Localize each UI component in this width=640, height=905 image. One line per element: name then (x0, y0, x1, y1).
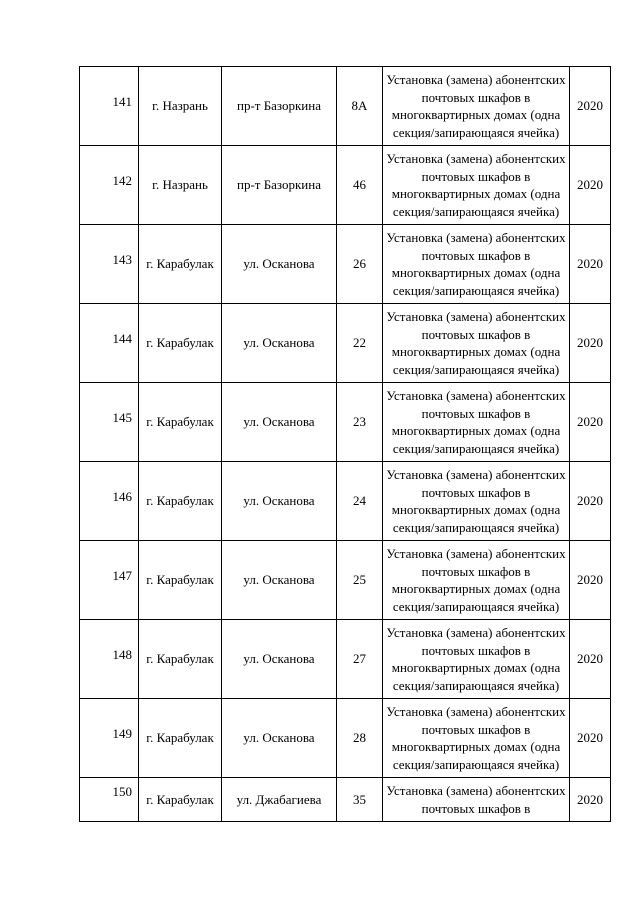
row-number: 146 (80, 462, 139, 541)
row-number: 141 (80, 67, 139, 146)
city-cell: г. Карабулак (139, 462, 222, 541)
work-description-cell: Установка (замена) абонентских почтовых шкафов в многоквартирных домах (одна секция/запирающаяся ячейка) (383, 620, 570, 699)
work-description-cell: Установка (замена) абонентских почтовых шкафов в многоквартирных домах (одна секция/запирающаяся ячейка) (383, 67, 570, 146)
year-cell: 2020 (570, 304, 611, 383)
street-cell: ул. Осканова (222, 304, 337, 383)
year-cell: 2020 (570, 699, 611, 778)
street-cell: пр-т Базоркина (222, 67, 337, 146)
work-description-cell: Установка (замена) абонентских почтовых шкафов в многоквартирных домах (одна секция/запирающаяся ячейка) (383, 146, 570, 225)
street-cell: ул. Осканова (222, 462, 337, 541)
street-cell: ул. Осканова (222, 541, 337, 620)
row-number: 142 (80, 146, 139, 225)
house-number-cell: 27 (337, 620, 383, 699)
city-cell: г. Карабулак (139, 778, 222, 822)
house-number-cell: 26 (337, 225, 383, 304)
table-row (80, 778, 611, 822)
work-description-cell: Установка (замена) абонентских почтовых шкафов в многоквартирных домах (одна секция/запирающаяся ячейка) (383, 225, 570, 304)
street-cell: ул. Осканова (222, 225, 337, 304)
table-row (80, 541, 611, 620)
year-cell: 2020 (570, 67, 611, 146)
table-row (80, 304, 611, 383)
street-cell: ул. Осканова (222, 383, 337, 462)
row-number: 148 (80, 620, 139, 699)
city-cell: г. Назрань (139, 67, 222, 146)
row-number: 150 (80, 778, 139, 822)
year-cell: 2020 (570, 383, 611, 462)
row-number: 144 (80, 304, 139, 383)
house-number-cell: 23 (337, 383, 383, 462)
house-number-cell: 22 (337, 304, 383, 383)
city-cell: г. Назрань (139, 146, 222, 225)
work-description-cell: Установка (замена) абонентских почтовых шкафов в многоквартирных домах (одна секция/запирающаяся ячейка) (383, 383, 570, 462)
city-cell: г. Карабулак (139, 383, 222, 462)
table-body (80, 67, 611, 822)
work-description-cell: Установка (замена) абонентских почтовых шкафов в (383, 778, 570, 822)
work-description-cell: Установка (замена) абонентских почтовых шкафов в многоквартирных домах (одна секция/запирающаяся ячейка) (383, 304, 570, 383)
work-description-cell: Установка (замена) абонентских почтовых шкафов в многоквартирных домах (одна секция/запирающаяся ячейка) (383, 541, 570, 620)
city-cell: г. Карабулак (139, 699, 222, 778)
city-cell: г. Карабулак (139, 304, 222, 383)
house-number-cell: 25 (337, 541, 383, 620)
table-row (80, 225, 611, 304)
row-number: 143 (80, 225, 139, 304)
street-cell: ул. Осканова (222, 620, 337, 699)
row-number: 147 (80, 541, 139, 620)
table-row (80, 383, 611, 462)
row-number: 145 (80, 383, 139, 462)
table-row (80, 699, 611, 778)
work-description-cell: Установка (замена) абонентских почтовых шкафов в многоквартирных домах (одна секция/запирающаяся ячейка) (383, 462, 570, 541)
house-number-cell: 8А (337, 67, 383, 146)
city-cell: г. Карабулак (139, 620, 222, 699)
street-cell: ул. Осканова (222, 699, 337, 778)
row-number: 149 (80, 699, 139, 778)
year-cell: 2020 (570, 462, 611, 541)
year-cell: 2020 (570, 225, 611, 304)
table-row (80, 67, 611, 146)
house-number-cell: 28 (337, 699, 383, 778)
city-cell: г. Карабулак (139, 225, 222, 304)
year-cell: 2020 (570, 541, 611, 620)
table-row (80, 462, 611, 541)
housing-works-table (79, 66, 611, 822)
city-cell: г. Карабулак (139, 541, 222, 620)
year-cell: 2020 (570, 778, 611, 822)
year-cell: 2020 (570, 146, 611, 225)
year-cell: 2020 (570, 620, 611, 699)
house-number-cell: 24 (337, 462, 383, 541)
table-row (80, 146, 611, 225)
house-number-cell: 35 (337, 778, 383, 822)
street-cell: пр-т Базоркина (222, 146, 337, 225)
house-number-cell: 46 (337, 146, 383, 225)
street-cell: ул. Джабагиева (222, 778, 337, 822)
table-row (80, 620, 611, 699)
work-description-cell: Установка (замена) абонентских почтовых шкафов в многоквартирных домах (одна секция/запирающаяся ячейка) (383, 699, 570, 778)
